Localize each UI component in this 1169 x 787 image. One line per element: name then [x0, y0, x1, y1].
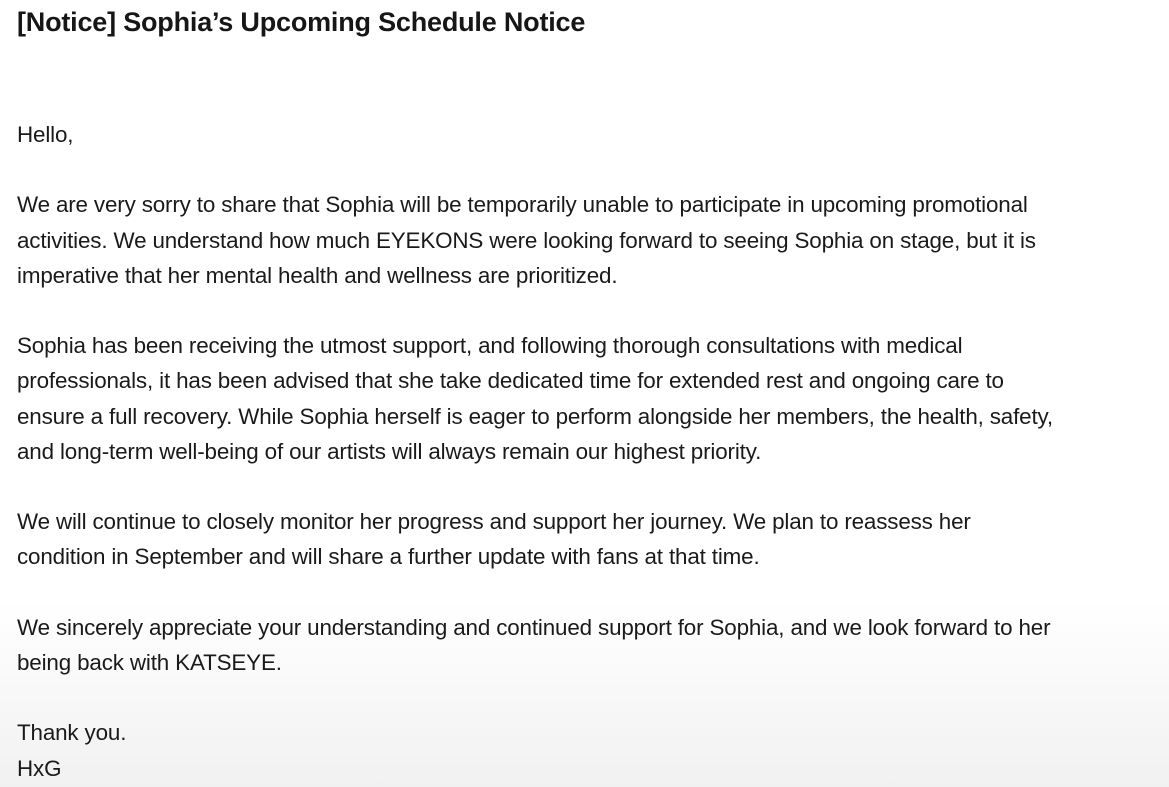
paragraph-line: condition in September and will share a further update with fans at that time.	[17, 544, 760, 570]
paragraph-line: activities. We understand how much EYEKONS were looking forward to seeing Sophia on stage, but it is	[17, 227, 1036, 253]
closing-text: Thank you.	[17, 720, 127, 746]
paragraph-line: and long-term well-being of our artists will always remain our highest priority.	[17, 438, 762, 464]
greeting: Hello,	[17, 122, 74, 147]
signoff	[17, 715, 1163, 785]
paragraph-line: We sincerely appreciate your understanding and continued support for Sophia, and we look forward to her	[17, 614, 1051, 640]
paragraph-line: ensure a full recovery. While Sophia herself is eager to perform alongside her members, the health, safety,	[17, 403, 1054, 429]
paragraph-line: being back with KATSEYE.	[17, 649, 282, 675]
paragraph-support	[17, 328, 1163, 469]
paragraph-appreciate	[17, 610, 1163, 680]
notice-title: [Notice] Sophia’s Upcoming Schedule Notice	[17, 7, 586, 37]
paragraph-sorry	[17, 187, 1163, 293]
notice-document	[17, 0, 1163, 786]
paragraph-line: We are very sorry to share that Sophia will be temporarily unable to participate in upcoming promotional	[17, 192, 1028, 218]
paragraph-monitor	[17, 504, 1163, 574]
paragraph-line: Sophia has been receiving the utmost support, and following thorough consultations with medical	[17, 333, 963, 359]
paragraph-line: imperative that her mental health and wellness are prioritized.	[17, 262, 618, 288]
notice-body	[17, 117, 1163, 786]
signature: HxG	[17, 755, 62, 781]
paragraph-line: We will continue to closely monitor her progress and support her journey. We plan to reassess her	[17, 509, 971, 535]
paragraph-line: professionals, it has been advised that she take dedicated time for extended rest and ongoing care to	[17, 368, 1004, 394]
